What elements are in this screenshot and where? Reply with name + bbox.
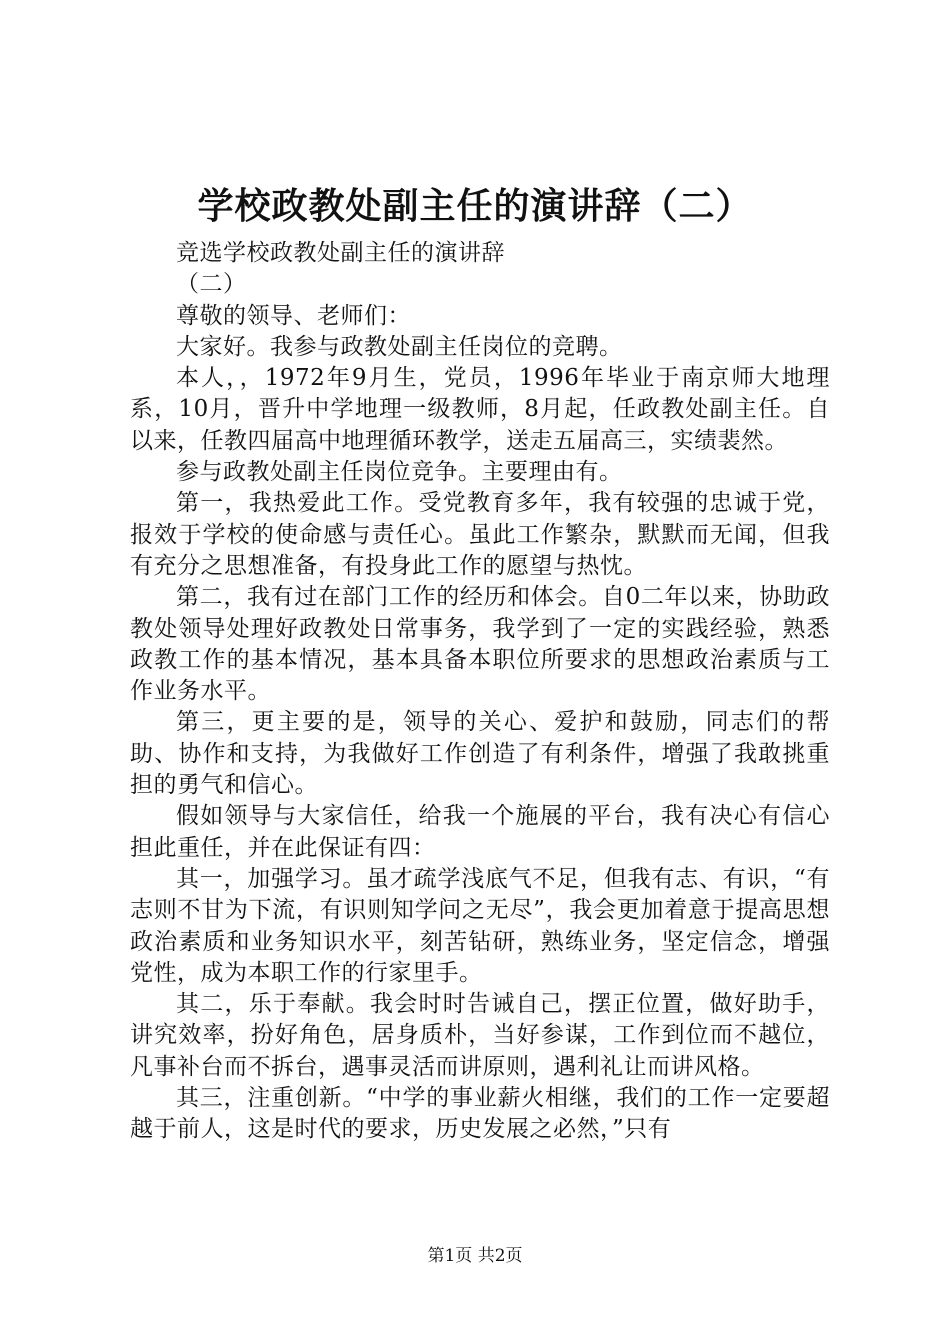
paragraph: （二） (176, 271, 247, 298)
paragraph: 其三，注重创新。“中学的事业薪火相继，我们的工作一定要超越于前人，这是时代的要求，历史发展之必然，”只有 (130, 1085, 830, 1143)
paragraph: 尊敬的领导、老师们： (176, 302, 411, 329)
paragraph: 竞选学校政教处副主任的演讲辞 (176, 240, 505, 266)
paragraph: 其一，加强学习。虽才疏学浅底气不足，但我有志、有识，“有志则不甘为下流，有识则知学问之无尽”，我会更加着意于提高思想政治素质和业务知识水平，刻苦钻研，熟练业务，坚定信念，增强党性，成为本职工作的行家里手。 (130, 865, 830, 986)
paragraph: 假如领导与大家信任，给我一个施展的平台，我有决心有信心担此重任，并在此保证有四： (130, 803, 830, 861)
paragraph: 其二，乐于奉献。我会时时告诫自己，摆正位置，做好助手，讲究效率，扮好角色，居身质朴，当好参谋，工作到位而不越位，凡事补台而不拆台，遇事灵活而讲原则，遇利礼让而讲风格。 (130, 991, 830, 1080)
document-title: 学校政教处副主任的演讲辞（二） (197, 185, 753, 227)
paragraph: 第二，我有过在部门工作的经历和体会。自0二年以来，协助政教处领导处理好政教处日常事务，我学到了一定的实践经验，熟悉政教工作的基本情况，基本具备本职位所要求的思想政治素质与工作业务水平。 (130, 584, 830, 705)
paragraph: 参与政教处副主任岗位竞争。主要理由有。 (176, 459, 623, 486)
paragraph: 第三，更主要的是，领导的关心、爱护和鼓励，同志们的帮助、协作和支持，为我做好工作创造了有利条件，增强了我敢挑重担的勇气和信心。 (130, 709, 830, 799)
paragraph: 第一，我热爱此工作。受党教育多年，我有较强的忠诚于党，报效于学校的使命感与责任心。虽此工作繁杂，默默而无闻，但我有充分之思想准备，有投身此工作的愿望与热忱。 (130, 490, 830, 579)
page-footer: 第1页 共2页 (427, 1246, 523, 1266)
document-body (130, 238, 830, 1146)
paragraph: 本人，，1972年9月生，党员，1996年毕业于南京师大地理系，10月，晋升中学地理一级教师，8月起，任政教处副主任。自以来，任教四届高中地理循环教学，送走五届高三，实绩裴然。 (130, 365, 830, 454)
paragraph: 大家好。我参与政教处副主任岗位的竞聘。 (176, 333, 623, 360)
